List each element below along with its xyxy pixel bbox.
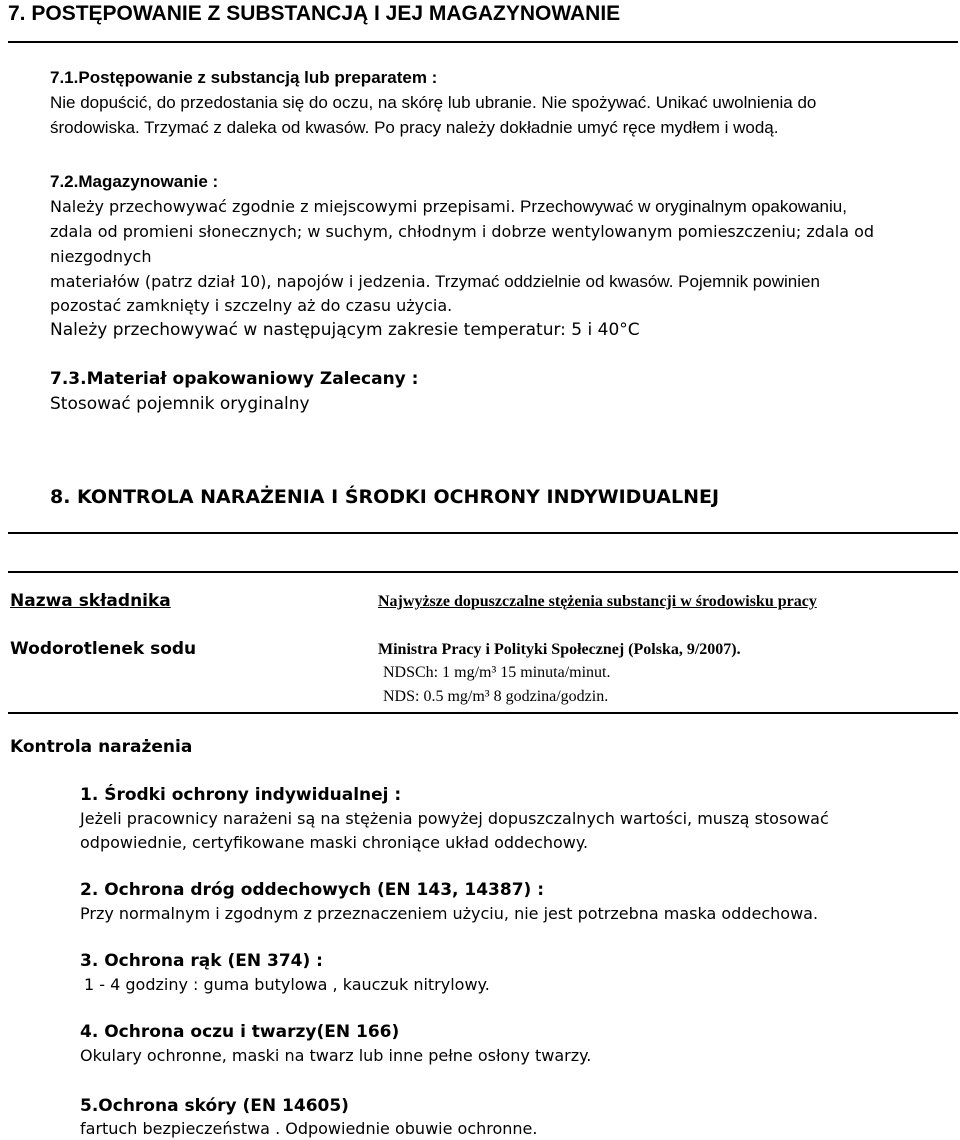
skin-protection-text: fartuch bezpieczeństwa . Odpowiednie obuwie ochronne.	[80, 1119, 538, 1138]
table-cell-component: Wodorotlenek sodu	[10, 639, 197, 659]
exposure-control-label: Kontrola narażenia	[10, 737, 193, 757]
section-7-title: 7. POSTĘPOWANIE Z SUBSTANCJĄ I JEJ MAGAZYNOWANIE	[8, 2, 621, 25]
table-cell-nds: NDS: 0.5 mg/m³ 8 godzina/godzin.	[383, 688, 609, 705]
subsection-7-1-heading: 7.1.Postępowanie z substancją lub preparatem :	[50, 68, 438, 87]
storage-rule-acids: Trzymać oddzielnie od kwasów. Pojemnik powinien	[430, 272, 820, 291]
section-8-title: 8. KONTROLA NARAŻENIA I ŚRODKI OCHRONY INDYWIDUALNEJ	[50, 486, 720, 508]
respiratory-protection-text: Przy normalnym i zgodnym z przeznaczeniem użyciu, nie jest potrzebna maska oddechowa.	[80, 904, 819, 923]
ppe-text: odpowiednie, certyfikowane maski chroniące układ oddechowy.	[80, 833, 589, 852]
subsection-7-1-line: Nie dopuścić, do przedostania się do oczu, na skórę lub ubranie. Nie spożywać. Unikać uwolnienia do	[50, 93, 817, 112]
table-cell-source: Ministra Pracy i Polityki Społecznej (Polska, 9/2007).	[378, 641, 741, 658]
subsection-7-2-temperature: Należy przechowywać w następującym zakresie temperatur: 5 i 40°C	[50, 320, 640, 340]
subsection-7-2-line: pozostać zamknięty i szczelny aż do czasu użycia.	[50, 296, 453, 315]
table-top-border	[8, 571, 958, 573]
skin-protection-heading: 5.Ochrona skóry (EN 14605)	[80, 1096, 349, 1116]
hand-protection-text: 1 - 4 godziny : guma butylowa , kauczuk nitrylowy.	[84, 975, 490, 994]
table-header-limits: Najwyższe dopuszczalne stężenia substancji w środowisku pracy	[378, 593, 817, 610]
eye-protection-text: Okulary ochronne, maski na twarz lub inne pełne osłony twarzy.	[80, 1046, 592, 1065]
section-7-divider	[8, 41, 958, 43]
subsection-7-2-line	[50, 272, 820, 292]
table-bottom-border	[8, 712, 958, 714]
subsection-7-2-heading: 7.2.Magazynowanie :	[50, 172, 219, 191]
section-8-divider	[8, 532, 958, 534]
storage-rule-original-packaging: Przechowywać w oryginalnym opakowaniu,	[515, 197, 847, 216]
subsection-7-3-heading: 7.3.Materiał opakowaniowy Zalecany :	[50, 369, 419, 389]
subsection-7-2-line: zdala od promieni słonecznych; w suchym, chłodnym i dobrze wentylowanym pomieszczeniu; zdala od	[50, 222, 875, 241]
respiratory-protection-heading: 2. Ochrona dróg oddechowych (EN 143, 14387) :	[80, 880, 545, 900]
storage-rule-local: Należy przechowywać zgodnie z miejscowymi przepisami.	[50, 197, 516, 216]
table-header-component: Nazwa składnika	[10, 591, 171, 611]
hand-protection-heading: 3. Ochrona rąk (EN 374) :	[80, 951, 323, 971]
eye-protection-heading: 4. Ochrona oczu i twarzy(EN 166)	[80, 1022, 400, 1042]
storage-rule-materials: materiałów (patrz dział 10), napojów i jedzenia.	[50, 272, 431, 291]
ppe-text: Jeżeli pracownicy narażeni są na stężenia powyżej dopuszczalnych wartości, muszą stosować	[80, 809, 829, 828]
ppe-heading: 1. Środki ochrony indywidualnej :	[80, 785, 402, 805]
subsection-7-2-line	[50, 197, 847, 217]
subsection-7-3-text: Stosować pojemnik oryginalny	[50, 394, 310, 414]
subsection-7-2-line: niezgodnych	[50, 247, 152, 266]
subsection-7-1-line: środowiska. Trzymać z daleka od kwasów. Po pracy należy dokładnie umyć ręce mydłem i wodą.	[50, 118, 779, 137]
table-cell-ndsch: NDSCh: 1 mg/m³ 15 minuta/minut.	[383, 664, 611, 681]
